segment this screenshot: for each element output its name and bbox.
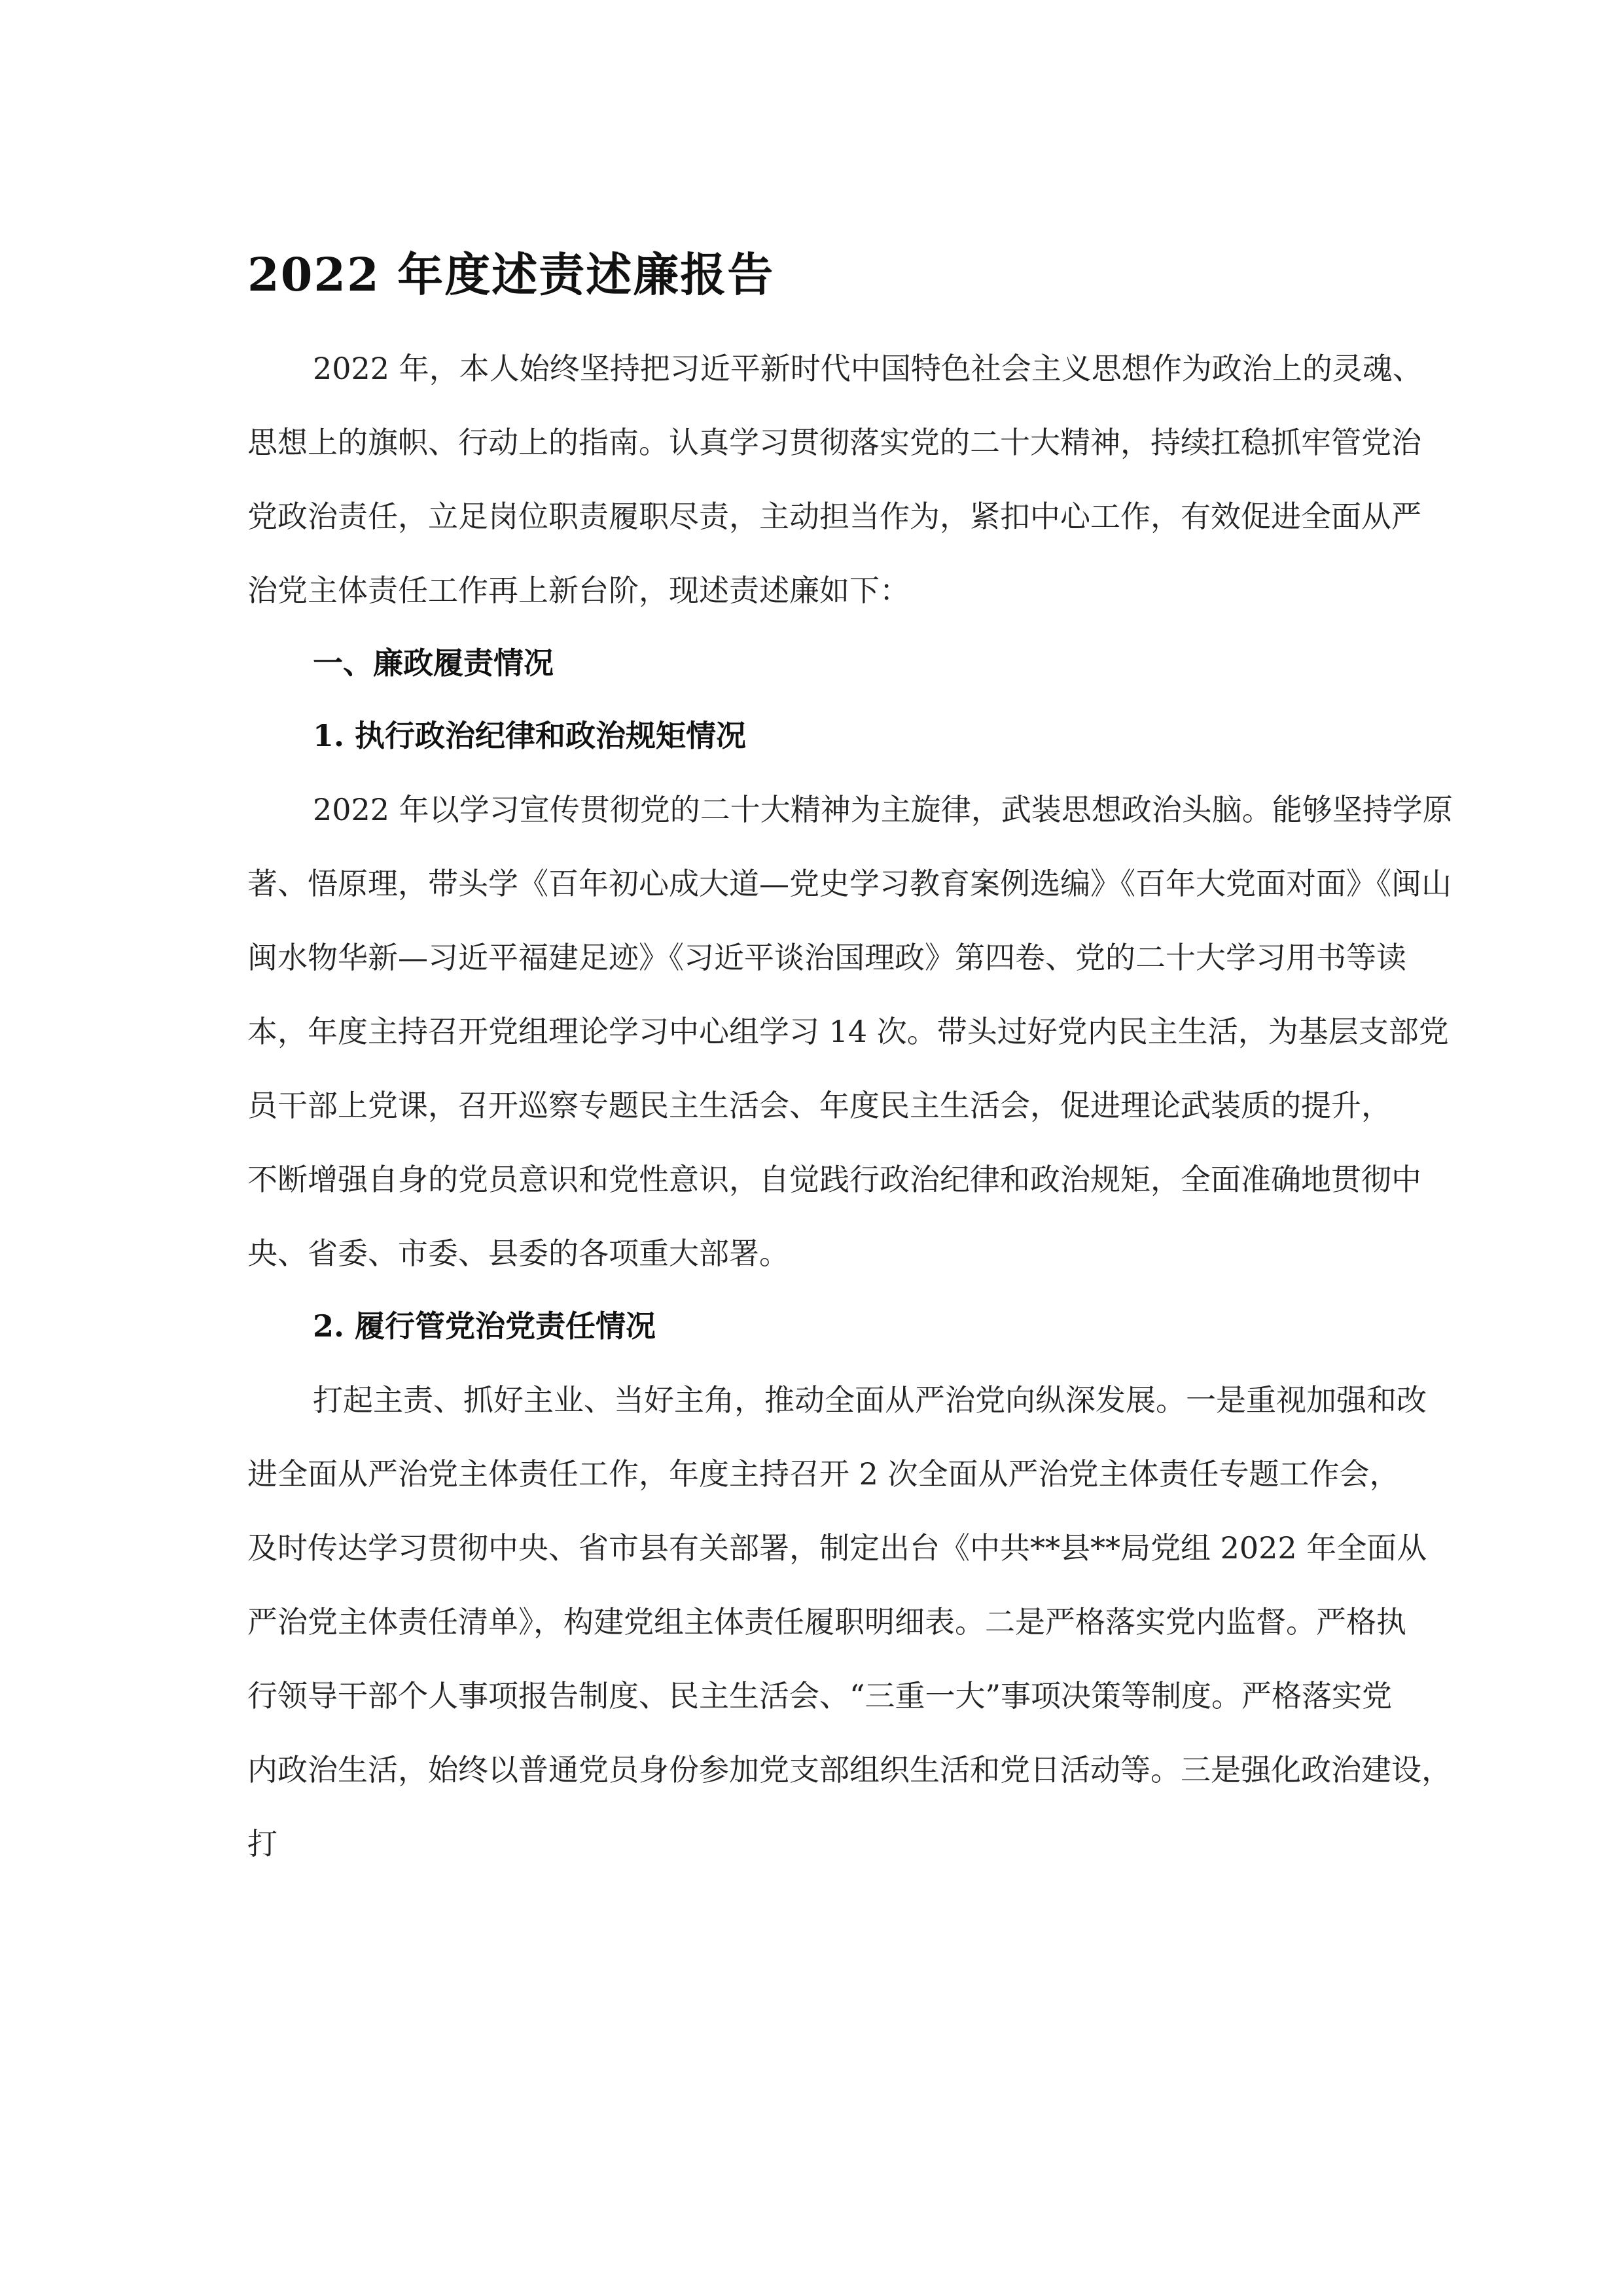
paragraph-line: 进全面从严治党主体责任工作，年度主持召开 2 次全面从严治党主体责任专题工作会， [247, 1456, 1400, 1492]
paragraph-line: 打 [247, 1826, 277, 1861]
section-heading: 一、廉政履责情况 [313, 645, 554, 681]
paragraph-line: 内政治生活，始终以普通党员身份参加党支部组织生活和党日活动等。三是强化政治建设， [247, 1752, 1452, 1787]
paragraph-line: 打起主责、抓好主业、当好主角，推动全面从严治党向纵深发展。一是重视加强和改 [313, 1382, 1427, 1418]
paragraph-line: 央、省委、市委、县委的各项重大部署。 [247, 1236, 789, 1271]
paragraph-line: 严治党主体责任清单》，构建党组主体责任履职明细表。二是严格落实党内监督。严格执 [247, 1604, 1406, 1640]
paragraph-line: 及时传达学习贯彻中央、省市县有关部署，制定出台《中共**县**局党组 2022 年全面从 [247, 1530, 1427, 1566]
paragraph-line: 行领导干部个人事项报告制度、民主生活会、“三重一大”事项决策等制度。严格落实党 [247, 1678, 1393, 1713]
document-title: 2022 年度述责述廉报告 [247, 247, 775, 302]
paragraph-line: 2022 年以学习宣传贯彻党的二十大精神为主旋律，武装思想政治头脑。能够坚持学原 [313, 792, 1453, 827]
paragraph-line: 著、悟原理，带头学《百年初心成大道—党史学习教育案例选编》《百年大党面对面》《闽山 [247, 866, 1452, 901]
paragraph-line: 闽水物华新—习近平福建足迹》《习近平谈治国理政》第四卷、党的二十大学习用书等读 [247, 940, 1406, 975]
subsection-heading: 1. 执行政治纪律和政治规矩情况 [313, 718, 747, 753]
paragraph-line: 不断增强自身的党员意识和党性意识，自觉践行政治纪律和政治规矩，全面准确地贯彻中 [247, 1162, 1421, 1197]
paragraph-line: 本，年度主持召开党组理论学习中心组学习 14 次。带头过好党内民主生活，为基层支部党 [247, 1014, 1449, 1049]
paragraph-line: 思想上的旗帜、行动上的指南。认真学习贯彻落实党的二十大精神，持续扛稳抓牢管党治 [247, 425, 1421, 460]
document-page [247, 236, 1453, 1861]
paragraph-line: 员干部上党课，召开巡察专题民主生活会、年度民主生活会，促进理论武装质的提升， [247, 1088, 1391, 1123]
paragraph-line: 党政治责任，立足岗位职责履职尽责，主动担当作为，紧扣中心工作，有效促进全面从严 [247, 499, 1421, 534]
subsection-heading: 2. 履行管党治党责任情况 [313, 1308, 656, 1344]
paragraph-line: 治党主体责任工作再上新台阶，现述责述廉如下： [247, 573, 910, 608]
paragraph-line: 2022 年，本人始终坚持把习近平新时代中国特色社会主义思想作为政治上的灵魂、 [313, 351, 1423, 386]
